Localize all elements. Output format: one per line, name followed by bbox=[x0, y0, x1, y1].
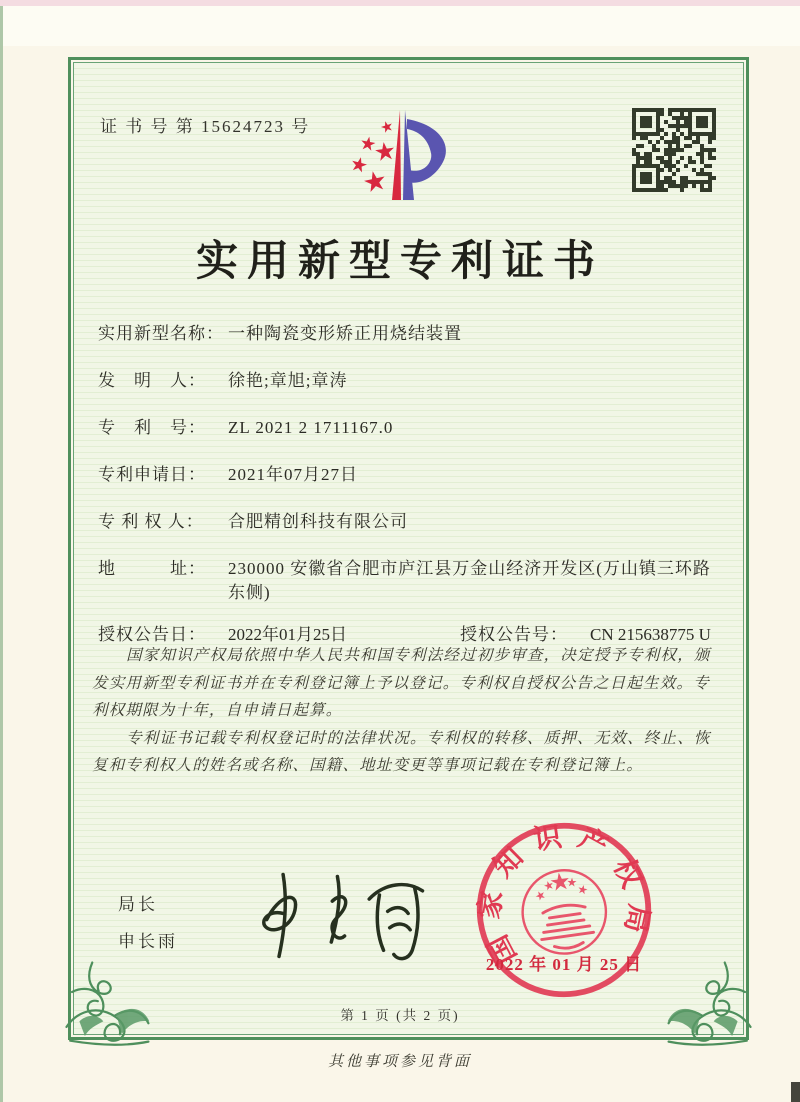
field-value: 徐艳;章旭;章涛 bbox=[228, 371, 348, 390]
field-label: 专 利 号： bbox=[98, 418, 206, 437]
cnipa-logo-icon bbox=[330, 106, 482, 218]
signer-name: 申长雨 bbox=[118, 932, 178, 951]
field-value: 一种陶瓷变形矫正用烧结装置 bbox=[228, 324, 462, 343]
field-row-name bbox=[98, 322, 718, 346]
field-label: 专利申请日： bbox=[98, 465, 206, 484]
back-side-note: 其他事项参见背面 bbox=[327, 1054, 472, 1070]
certificate-number: 证 书 号 第 15624723 号 bbox=[100, 117, 311, 136]
field-list bbox=[98, 322, 718, 647]
director-signature bbox=[238, 868, 443, 966]
field-row-filing-date bbox=[98, 463, 718, 487]
scan-pink-edge bbox=[0, 0, 800, 6]
grant-date-value: 2022年01月25日 bbox=[228, 625, 347, 644]
signer-title: 局长 bbox=[118, 895, 158, 914]
field-row-inventor bbox=[98, 369, 718, 393]
field-row-patentee bbox=[98, 510, 718, 534]
field-label: 发 明 人： bbox=[98, 371, 206, 390]
field-row-patent-number bbox=[98, 416, 718, 440]
legal-text bbox=[92, 642, 714, 780]
field-value: ZL 2021 2 1711167.0 bbox=[228, 418, 394, 437]
corner-flourish-icon bbox=[61, 957, 153, 1049]
scan-corner-shadow bbox=[791, 1082, 800, 1102]
corner-flourish-icon bbox=[664, 957, 756, 1049]
field-label: 授权公告日： bbox=[98, 625, 206, 644]
scan-top-band bbox=[0, 0, 800, 46]
legal-paragraph: 国家知识产权局依照中华人民共和国专利法经过初步审查，决定授予专利权，颁发实用新型专利证书并在专利登记簿上予以登记。专利权自授权公告之日起生效。专利权期限为十年，自申请日起算。 bbox=[92, 647, 711, 720]
qr-code bbox=[632, 108, 716, 192]
field-label: 专 利 权 人： bbox=[98, 512, 204, 531]
seal-date: 2022 年 01 月 25 日 bbox=[485, 955, 643, 974]
scan-left-edge bbox=[0, 6, 3, 1102]
page-number: 第 1 页 (共 2 页) bbox=[340, 1008, 460, 1023]
field-value: 2021年07月27日 bbox=[228, 465, 358, 484]
field-label: 地 址： bbox=[98, 559, 206, 578]
field-row-address bbox=[98, 557, 718, 605]
field-value: 合肥精创科技有限公司 bbox=[228, 512, 408, 531]
field-label: 实用新型名称： bbox=[98, 324, 224, 343]
grant-number-value: CN 215638775 U bbox=[590, 625, 711, 644]
legal-paragraph: 专利证书记载专利权登记时的法律状况。专利权的转移、质押、无效、终止、恢复和专利权人的姓名或名称、国籍、地址变更等事项记载在专利登记簿上。 bbox=[92, 729, 711, 775]
seal-text: 国家知识产权局 bbox=[473, 820, 655, 969]
certificate-title: 实用新型专利证书 bbox=[195, 239, 604, 285]
signer-block bbox=[118, 890, 178, 964]
field-label: 授权公告号： bbox=[460, 625, 568, 644]
field-value: 230000 安徽省合肥市庐江县万金山经济开发区(万山镇三环路东侧) bbox=[228, 559, 711, 602]
